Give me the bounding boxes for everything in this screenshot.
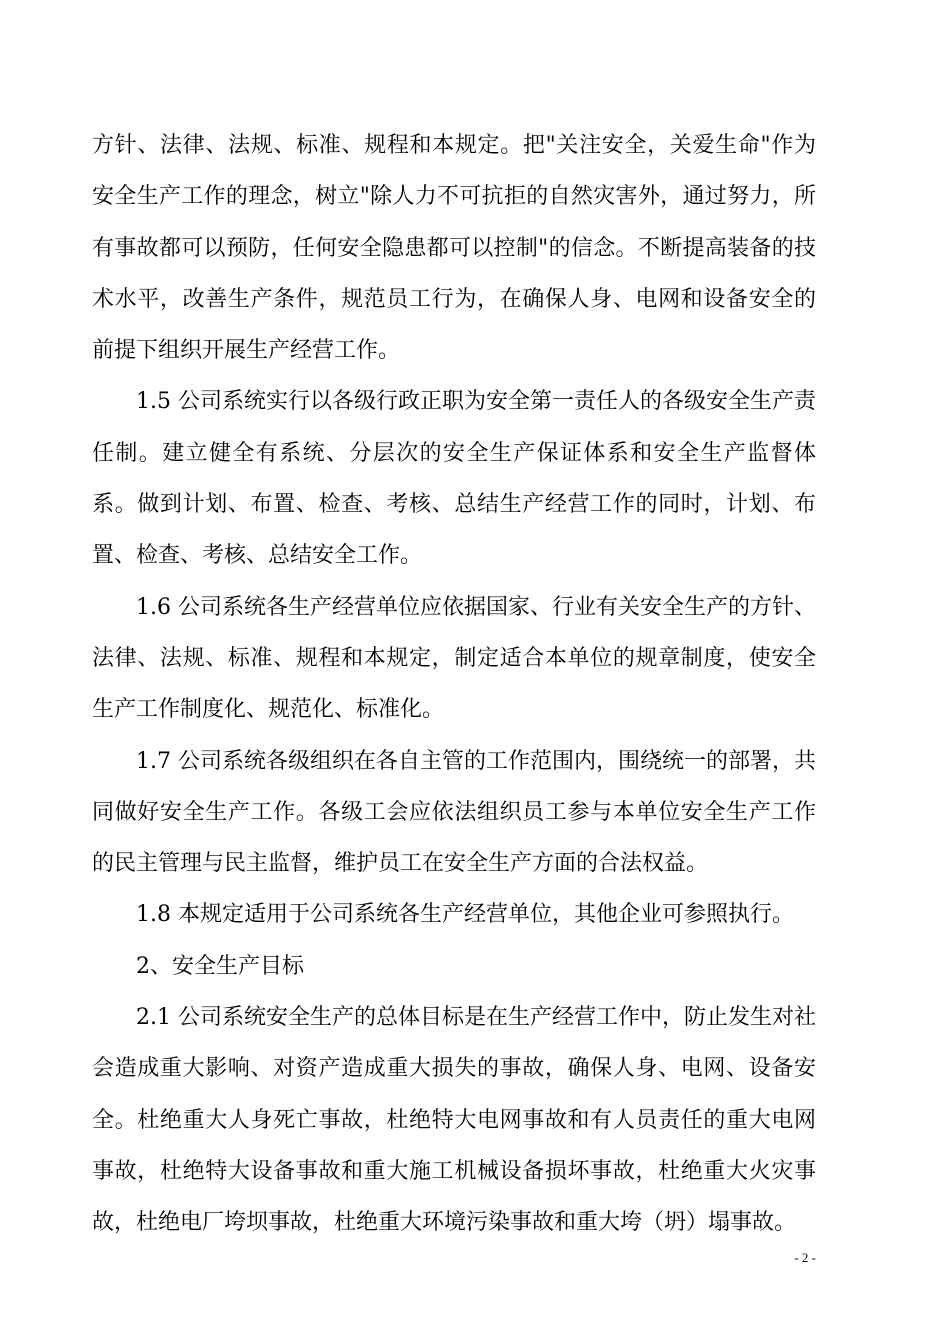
- paragraph-2-1: 2.1 公司系统安全生产的总体目标是在生产经营工作中，防止发生对社会造成重大影响、对资产造成重大损失的事故，确保人身、电网、设备安全。杜绝重大人身死亡事故，杜绝特大电网事故和有人员责任的重大电网事故，杜绝特大设备事故和重大施工机械设备损坏事故，杜绝重大火灾事故，杜绝电厂垮坝事故，杜绝重大环境污染事故和重大垮（坍）塌事故。: [92, 1005, 816, 1236]
- section-heading-2: 2、安全生产目标: [136, 953, 304, 979]
- paragraph-1-8: 1.8 本规定适用于公司系统各生产经营单位，其他企业可参照执行。: [136, 902, 794, 928]
- paragraph-1-6: 1.6 公司系统各生产经营单位应依据国家、行业有关安全生产的方针、法律、法规、标准、规程和本规定，制定适合本单位的规章制度，使安全生产工作制度化、规范化、标准化。: [92, 594, 816, 723]
- page-number: - 2 -: [794, 1250, 816, 1265]
- paragraph-1-5: 1.5 公司系统实行以各级行政正职为安全第一责任人的各级安全生产责任制。建立健全有系统、分层次的安全生产保证体系和安全生产监督体系。做到计划、布置、检查、考核、总结生产经营工作的同时，计划、布置、检查、考核、总结安全工作。: [92, 389, 816, 569]
- paragraph-1-7: 1.7 公司系统各级组织在各自主管的工作范围内，围绕统一的部署，共同做好安全生产工作。各级工会应依法组织员工参与本单位安全生产工作的民主管理与民主监督，维护员工在安全生产方面的合法权益。: [92, 748, 816, 877]
- document-body: [92, 120, 816, 1249]
- paragraph-continuation: 方针、法律、法规、标准、规程和本规定。把"关注安全，关爱生命"作为安全生产工作的理念，树立"除人力不可抗拒的自然灾害外，通过努力，所有事故都可以预防，任何安全隐患都可以控制"的信念。不断提高装备的技术水平，改善生产条件，规范员工行为，在确保人身、电网和设备安全的前提下组织开展生产经营工作。: [92, 133, 816, 364]
